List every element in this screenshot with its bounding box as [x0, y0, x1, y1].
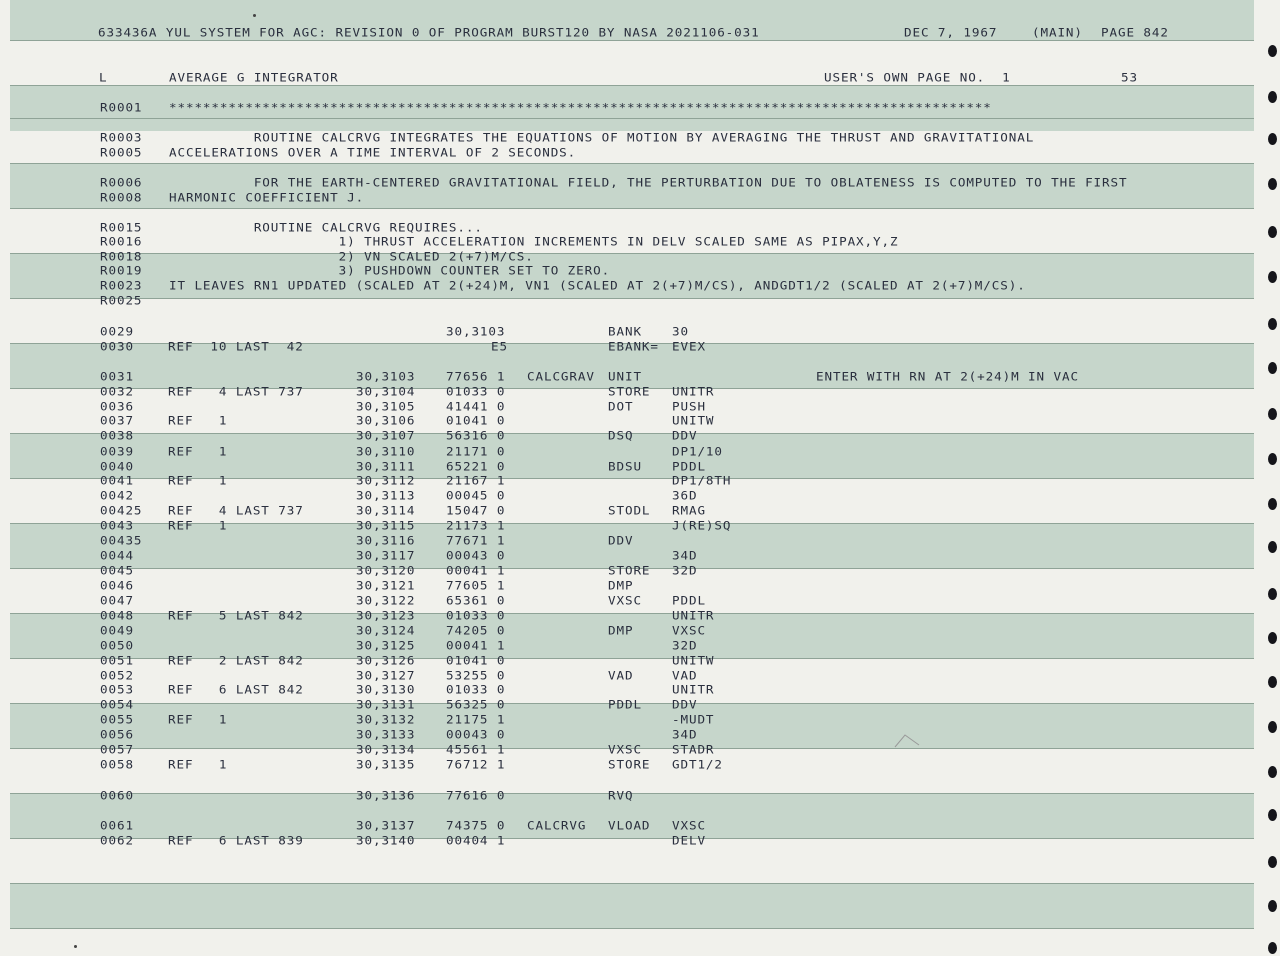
code-word: 56325 0 — [446, 697, 506, 712]
code-word: 01041 0 — [446, 413, 506, 428]
code-card: 0049 — [100, 623, 134, 638]
code-addr: 30,3134 — [356, 742, 416, 757]
remark-text: FOR THE EARTH-CENTERED GRAVITATIONAL FIELD, THE PERTURBATION DUE TO OBLATENESS IS COMPUTED TO THE FIRST — [169, 175, 1128, 190]
code-word: 00041 1 — [446, 563, 506, 578]
code-word: 74375 0 — [446, 818, 506, 833]
code-operand: DDV — [672, 697, 698, 712]
code-operand: STADR — [672, 742, 715, 757]
code-card: 0038 — [100, 428, 134, 443]
code-operand: UNITR — [672, 608, 715, 623]
code-word: 77605 1 — [446, 578, 506, 593]
paper-speck — [253, 14, 256, 17]
remark-card-number: R0025 — [100, 293, 143, 308]
paper-speck — [74, 945, 77, 948]
code-addr: 30,3126 — [356, 653, 416, 668]
code-ref: REF 1 — [168, 473, 228, 488]
code-word: 45561 1 — [446, 742, 506, 757]
code-addr: 30,3132 — [356, 712, 416, 727]
feed-hole — [1268, 942, 1277, 954]
remark-card-number: R0006 — [100, 175, 143, 190]
feed-hole — [1268, 856, 1277, 868]
code-card: 0040 — [100, 459, 134, 474]
code-word: 56316 0 — [446, 428, 506, 443]
code-ref: REF 6 LAST 839 — [168, 833, 304, 848]
code-ref: REF 1 — [168, 413, 228, 428]
sequence-number: 53 — [1121, 70, 1138, 85]
code-operand: GDT1/2 — [672, 757, 723, 772]
code-addr: 30,3133 — [356, 727, 416, 742]
code-addr: 30,3116 — [356, 533, 416, 548]
band-rule — [10, 928, 1254, 929]
code-addr: 30,3131 — [356, 697, 416, 712]
remark-text: ************************************************************************************************* — [169, 100, 992, 115]
code-word: 77671 1 — [446, 533, 506, 548]
code-card: 0039 — [100, 444, 134, 459]
remark-text: ROUTINE CALCRVG INTEGRATES THE EQUATIONS OF MOTION BY AVERAGING THE THRUST AND GRAVITATIONAL — [169, 130, 1035, 145]
code-ref: REF 1 — [168, 518, 228, 533]
code-operand: UNITR — [672, 384, 715, 399]
code-addr: 30,3120 — [356, 563, 416, 578]
code-ref: REF 1 — [168, 444, 228, 459]
code-ref: REF 10 LAST 42 — [168, 339, 304, 354]
code-ref: REF 1 — [168, 712, 228, 727]
code-operand: 32D — [672, 638, 698, 653]
code-operand: 34D — [672, 727, 698, 742]
code-word: 00404 1 — [446, 833, 506, 848]
remark-card-number: R0016 — [100, 234, 143, 249]
feed-hole — [1268, 226, 1277, 238]
code-word: 00043 0 — [446, 548, 506, 563]
code-word: 01033 0 — [446, 384, 506, 399]
code-addr: 30,3123 — [356, 608, 416, 623]
pencil-mark — [893, 733, 923, 749]
code-op: DSQ — [608, 428, 634, 443]
code-card: 0045 — [100, 563, 134, 578]
code-word: 65361 0 — [446, 593, 506, 608]
code-op: BANK — [608, 324, 642, 339]
code-card: 0042 — [100, 488, 134, 503]
feed-hole — [1268, 721, 1277, 733]
code-card: 0046 — [100, 578, 134, 593]
code-op: PDDL — [608, 697, 642, 712]
code-addr: 30,3111 — [356, 459, 416, 474]
code-card: 0051 — [100, 653, 134, 668]
code-op: VXSC — [608, 593, 642, 608]
code-card: 0050 — [100, 638, 134, 653]
code-card: 0036 — [100, 399, 134, 414]
code-operand: PUSH — [672, 399, 706, 414]
code-card: 0047 — [100, 593, 134, 608]
code-operand: RMAG — [672, 503, 706, 518]
code-card: 0030 — [100, 339, 134, 354]
code-word: 21175 1 — [446, 712, 506, 727]
code-ref: REF 6 LAST 842 — [168, 682, 304, 697]
code-word: 00041 1 — [446, 638, 506, 653]
code-label: CALCGRAV — [527, 369, 595, 384]
code-card: 0029 — [100, 324, 134, 339]
code-operand: PDDL — [672, 459, 706, 474]
code-card: 0054 — [100, 697, 134, 712]
code-addr: 30,3127 — [356, 668, 416, 683]
code-word: 77616 0 — [446, 788, 506, 803]
code-addr: 30,3105 — [356, 399, 416, 414]
remark-card-number: R0023 — [100, 278, 143, 293]
code-operand: UNITW — [672, 653, 715, 668]
code-addr: 30,3106 — [356, 413, 416, 428]
log-marker: L — [99, 70, 108, 85]
remark-card-number: R0018 — [100, 249, 143, 264]
code-operand: UNITR — [672, 682, 715, 697]
code-ref: REF 4 LAST 737 — [168, 384, 304, 399]
code-addr: 30,3122 — [356, 593, 416, 608]
code-op: RVQ — [608, 788, 634, 803]
code-operand: 34D — [672, 548, 698, 563]
green-band — [10, 883, 1254, 929]
code-operand: DDV — [672, 428, 698, 443]
code-operand: UNITW — [672, 413, 715, 428]
code-op: VAD — [608, 668, 634, 683]
code-comment: ENTER WITH RN AT 2(+24)M IN VAC — [816, 369, 1079, 384]
feed-hole — [1268, 541, 1277, 553]
feed-hole — [1268, 632, 1277, 644]
code-word: 65221 0 — [446, 459, 506, 474]
code-op: STORE — [608, 384, 651, 399]
code-card: 0053 — [100, 682, 134, 697]
code-op: DDV — [608, 533, 634, 548]
code-ref: REF 4 LAST 737 — [168, 503, 304, 518]
code-addr: 30,3107 — [356, 428, 416, 443]
code-operand: PDDL — [672, 593, 706, 608]
code-word: 00045 0 — [446, 488, 506, 503]
code-card: 0057 — [100, 742, 134, 757]
code-op: STODL — [608, 503, 651, 518]
code-card: 0032 — [100, 384, 134, 399]
code-word: 21167 1 — [446, 473, 506, 488]
code-card: 0060 — [100, 788, 134, 803]
listing-header: 633436A YUL SYSTEM FOR AGC: REVISION 0 OF PROGRAM BURST120 BY NASA 2021106-031 — [98, 25, 760, 40]
code-addr: 30,3125 — [356, 638, 416, 653]
code-ref: REF 2 LAST 842 — [168, 653, 304, 668]
code-op: STORE — [608, 563, 651, 578]
code-addr: 30,3117 — [356, 548, 416, 563]
remark-card-number: R0003 — [100, 130, 143, 145]
code-addr: 30,3110 — [356, 444, 416, 459]
code-op: VLOAD — [608, 818, 651, 833]
code-card: 0031 — [100, 369, 134, 384]
code-word: 01041 0 — [446, 653, 506, 668]
code-addr: 30,3113 — [356, 488, 416, 503]
remark-text: 1) THRUST ACCELERATION INCREMENTS IN DELV SCALED SAME AS PIPAX,Y,Z — [169, 234, 899, 249]
remark-card-number: R0001 — [100, 100, 143, 115]
code-addr: 30,3103 — [356, 369, 416, 384]
listing-section: (MAIN) — [1032, 25, 1083, 40]
listing-date: DEC 7, 1967 — [904, 25, 998, 40]
band-rule — [10, 118, 1254, 119]
code-operand: 32D — [672, 563, 698, 578]
code-operand: DELV — [672, 833, 706, 848]
code-op: EBANK= — [608, 339, 659, 354]
code-operand: J(RE)SQ — [672, 518, 732, 533]
code-ref: REF 5 LAST 842 — [168, 608, 304, 623]
code-operand: DP1/8TH — [672, 473, 732, 488]
page-number: PAGE 842 — [1101, 25, 1169, 40]
code-addr: 30,3137 — [356, 818, 416, 833]
remark-text: ROUTINE CALCRVG REQUIRES... — [169, 220, 483, 235]
code-card: 0055 — [100, 712, 134, 727]
code-word: 01033 0 — [446, 682, 506, 697]
feed-hole — [1268, 133, 1277, 145]
code-card: 0052 — [100, 668, 134, 683]
code-addr: 30,3121 — [356, 578, 416, 593]
code-operand: DP1/10 — [672, 444, 723, 459]
code-addr: 30,3112 — [356, 473, 416, 488]
remark-text: 3) PUSHDOWN COUNTER SET TO ZERO. — [169, 263, 611, 278]
code-op: VXSC — [608, 742, 642, 757]
feed-hole — [1268, 408, 1277, 420]
remark-card-number: R0008 — [100, 190, 143, 205]
code-operand: -MUDT — [672, 712, 715, 727]
code-card: 0061 — [100, 818, 134, 833]
feed-hole — [1268, 362, 1277, 374]
code-word: 30,3103 — [446, 324, 506, 339]
code-op: DOT — [608, 399, 634, 414]
code-card: 0041 — [100, 473, 134, 488]
code-op: BDSU — [608, 459, 642, 474]
code-word: 76712 1 — [446, 757, 506, 772]
feed-hole — [1268, 766, 1277, 778]
code-addr: 30,3135 — [356, 757, 416, 772]
feed-hole — [1268, 91, 1277, 103]
code-card: 0037 — [100, 413, 134, 428]
code-operand: 30 — [672, 324, 689, 339]
remark-text: HARMONIC COEFFICIENT J. — [169, 190, 365, 205]
code-word: 21173 1 — [446, 518, 506, 533]
code-operand: VXSC — [672, 818, 706, 833]
code-word: 41441 0 — [446, 399, 506, 414]
remark-card-number: R0019 — [100, 263, 143, 278]
code-addr: 30,3104 — [356, 384, 416, 399]
code-card: 00435 — [100, 533, 143, 548]
log-section-title: AVERAGE G INTEGRATOR — [169, 70, 339, 85]
code-card: 0043 — [100, 518, 134, 533]
code-word: 15047 0 — [446, 503, 506, 518]
code-word: 53255 0 — [446, 668, 506, 683]
feed-hole — [1268, 178, 1277, 190]
code-word: 74205 0 — [446, 623, 506, 638]
code-label: CALCRVG — [527, 818, 587, 833]
code-addr: 30,3140 — [356, 833, 416, 848]
code-addr: 30,3114 — [356, 503, 416, 518]
remark-text: 2) VN SCALED 2(+7)M/CS. — [169, 249, 534, 264]
code-card: 00425 — [100, 503, 143, 518]
code-word: 21171 0 — [446, 444, 506, 459]
code-addr: 30,3130 — [356, 682, 416, 697]
code-addr: 30,3115 — [356, 518, 416, 533]
code-operand: VXSC — [672, 623, 706, 638]
code-op: DMP — [608, 578, 634, 593]
code-ref: REF 1 — [168, 757, 228, 772]
remark-card-number: R0015 — [100, 220, 143, 235]
band-rule — [10, 298, 1254, 299]
feed-hole — [1268, 676, 1277, 688]
feed-hole — [1268, 271, 1277, 283]
code-addr: 30,3124 — [356, 623, 416, 638]
code-op: DMP — [608, 623, 634, 638]
remark-card-number: R0005 — [100, 145, 143, 160]
band-rule — [10, 40, 1254, 41]
code-card: 0062 — [100, 833, 134, 848]
code-word: E5 — [491, 339, 508, 354]
band-rule — [10, 208, 1254, 209]
feed-hole — [1268, 588, 1277, 600]
code-card: 0048 — [100, 608, 134, 623]
code-card: 0056 — [100, 727, 134, 742]
feed-hole — [1268, 498, 1277, 510]
feed-hole — [1268, 900, 1277, 912]
code-operand: 36D — [672, 488, 698, 503]
code-operand: VAD — [672, 668, 698, 683]
code-addr: 30,3136 — [356, 788, 416, 803]
feed-hole — [1268, 45, 1277, 57]
feed-hole — [1268, 453, 1277, 465]
remark-text: ACCELERATIONS OVER A TIME INTERVAL OF 2 SECONDS. — [169, 145, 577, 160]
code-card: 0058 — [100, 757, 134, 772]
code-word: 00043 0 — [446, 727, 506, 742]
code-word: 01033 0 — [446, 608, 506, 623]
feed-hole — [1268, 318, 1277, 330]
remark-text: IT LEAVES RN1 UPDATED (SCALED AT 2(+24)M, VN1 (SCALED AT 2(+7)M/CS), ANDGDT1/2 (SCALED AT 2(+7)M/CS). — [169, 278, 1026, 293]
code-word: 77656 1 — [446, 369, 506, 384]
code-operand: EVEX — [672, 339, 706, 354]
code-card: 0044 — [100, 548, 134, 563]
user-page-number: USER'S OWN PAGE NO. 1 — [824, 70, 1011, 85]
code-op: STORE — [608, 757, 651, 772]
feed-hole — [1268, 809, 1277, 821]
code-op: UNIT — [608, 369, 642, 384]
